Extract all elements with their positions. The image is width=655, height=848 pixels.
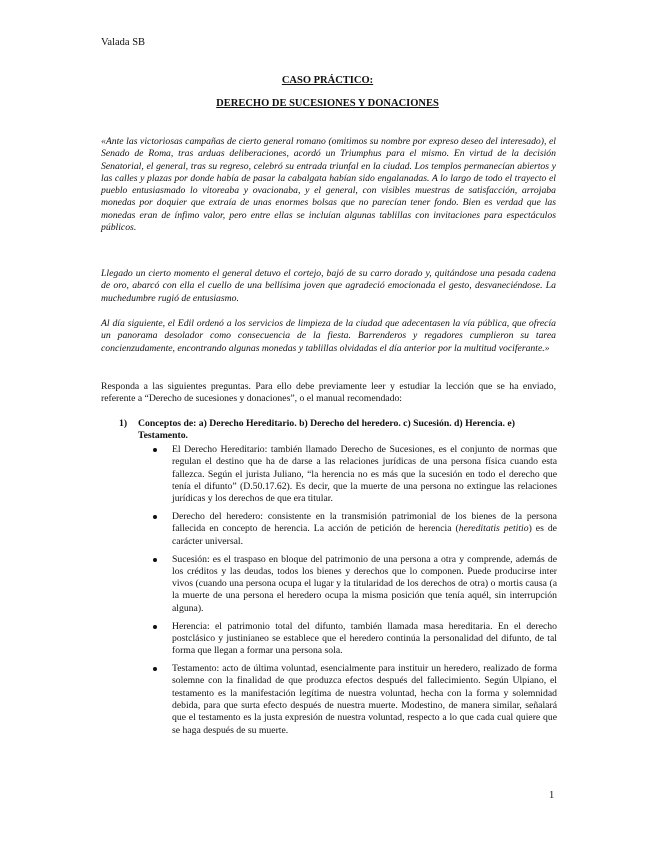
bullet-text-derecho-hereditario: El Derecho Hereditario: también llamado Derecho de Sucesiones, es el conjunto de normas que regulan el destino que ha de darse a las relaciones jurídicas de una persona física cuando esta fallezca. Según el jurista Juliano, “la herencia no es más que la sucesión en todo el derecho que tenía el difunto” (D.50.17.62). Es decir, que la muerte de una persona no extingue las relaciones jurídicas y los derechos de que era titular. — [172, 444, 557, 505]
list-item — [172, 663, 557, 737]
bullet-icon — [153, 448, 157, 452]
bullet-text-sucesion: Sucesión: es el traspaso en bloque del patrimonio de una persona a otra y comprende, además de los créditos y las deudas, todos los bienes y derechos que lo componen. Puede producirse inter vivos (cuando una persona ocupa el lugar y la titularidad de los derechos de otra) o mortis causa (a la muerte de una persona el heredero ocupa la misma posición que tenía aquél, sin interrupción alguna). — [172, 553, 557, 614]
quote-paragraph-2: Llegado un cierto momento el general detuvo el cortejo, bajó de su carro dorado y, quitándose una pesada cadena de oro, abarcó con ella el cuello de una bellísima joven que agradeció emocionada el gesto, desvaneciéndose. La muchedumbre rugió de entusiasmo. — [101, 268, 556, 304]
bullet-icon — [153, 667, 157, 671]
question-1-heading — [119, 418, 559, 443]
quote-paragraph-1: «Ante las victoriosas campañas de cierto general romano (omitimos su nombre por expreso deseo del interesado), el Senado de Roma, tras arduas deliberaciones, acordó un Triumphus para el mismo. En virtud de la decisión Senatorial, el general, tras su regreso, celebró su entrada triunfal en la ciudad. Los templos permanecían abiertos y las calles y plazas por donde había de pasar la cabalgata habían sido engalanadas. A lo largo de todo el trayecto el pueblo entusiasmado lo vitoreaba y ovacionaba, y el general, con visibles muestras de satisfacción, arrojaba monedas por doquier que extraía de unas enormes bolsas que no parecían tener fondo. Bien es verdad que las monedas eran de ínfimo valor, pero entre ellas se incluían algunas tablillas con invitaciones para espectáculos públicos. — [101, 136, 556, 234]
instructions-paragraph: Responda a las siguientes preguntas. Para ello debe previamente leer y estudiar la lección que se ha enviado, referente a “Derecho de sucesiones y donaciones”, o el manual recomendado: — [101, 381, 556, 405]
title-case: CASO PRÁCTICO: — [281, 75, 374, 86]
answer-bullet-list — [172, 444, 557, 743]
list-item — [172, 621, 557, 658]
quote-paragraph-3: Al día siguiente, el Edil ordenó a los servicios de limpieza de la ciudad que adecentasen la vía pública, que ofrecía un panorama desolador como consecuencia de la fiesta. Barrenderos y regadores cumplieron su tarea concienzudamente, encontrando algunas monedas y tablillas olvidadas el día anterior por la multitud vociferante.» — [101, 318, 556, 354]
title-subject: DERECHO DE SUCESIONES Y DONACIONES — [216, 98, 439, 109]
bullet-icon — [153, 558, 157, 562]
latin-term: hereditatis petitio — [458, 523, 529, 535]
list-item — [172, 511, 557, 548]
bullet-text-testamento: Testamento: acto de última voluntad, esencialmente para instituir un heredero, realizado de forma solemne con la finalidad de que produzca efectos después del fallecimiento. Según Ulpiano, el testamento es la manifestación legítima de nuestra voluntad, hecha con la forma y solemnidad debida, para que surta efecto después de nuestra muerte. Modestino, de manera similar, señalará que el testamento es la justa expresión de nuestra voluntad, respecto a lo que cada cual quiere que se haga después de su muerte. — [172, 663, 557, 736]
page-header-author: Valada SB — [101, 37, 146, 48]
bullet-text-derecho-heredero: Derecho del heredero: consistente en la transmisión patrimonial de los bienes de la persona fallecida en concepto de herencia. La acción de petición de herencia ( — [172, 511, 557, 535]
list-item — [172, 444, 557, 505]
page-number: 1 — [549, 790, 555, 801]
list-item — [172, 554, 557, 615]
bullet-icon — [153, 625, 157, 629]
bullet-icon — [153, 515, 157, 519]
bullet-text-derecho-heredero-end: ) es de carácter universal. — [172, 523, 557, 547]
question-text: Conceptos de: a) Derecho Hereditario. b) Derecho del heredero. c) Sucesión. d) Herencia. e) Testamento. — [138, 418, 515, 442]
question-number: 1) — [119, 418, 128, 429]
bullet-text-herencia: Herencia: el patrimonio total del difunto, también llamada masa hereditaria. En el derecho postclásico y justinianeo se establece que el heredero continúa la personalidad del difunto, de tal forma que llegan a formar una persona sola. — [172, 620, 557, 657]
